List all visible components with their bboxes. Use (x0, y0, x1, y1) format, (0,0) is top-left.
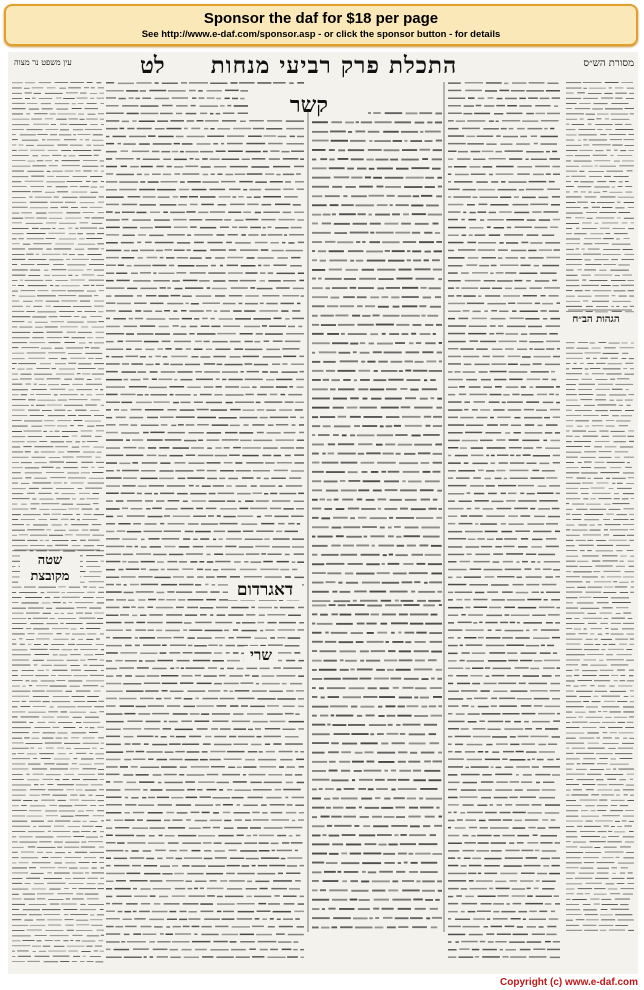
main-text-opening-word: קשר (289, 92, 329, 118)
sponsor-title[interactable]: Sponsor the daf for $18 per page (203, 10, 439, 27)
tosafot-heading: דאגרדום (228, 580, 302, 600)
main-text-word: שרי (244, 646, 278, 665)
sponsor-details-link[interactable]: See http://www.e-daf.com/sponsor.asp - or click the sponsor button - for details (141, 29, 501, 40)
page-text-texture (8, 52, 638, 974)
right-margin-title: מסורת הש״ס (583, 58, 634, 69)
copyright-notice: Copyright (c) www.e-daf.com (500, 977, 638, 988)
left-margin-title: עין משפט נר מצוה (14, 58, 72, 67)
page-number: לט (140, 52, 165, 79)
left-commentary-heading: שטה מקובצת (20, 552, 80, 584)
page-header-title: התכלת פרק רביעי מנחות (210, 52, 458, 79)
talmud-page-scan (8, 52, 638, 974)
gloss-heading: הגהות הב״ח (564, 314, 628, 325)
sponsor-banner[interactable] (4, 4, 638, 46)
